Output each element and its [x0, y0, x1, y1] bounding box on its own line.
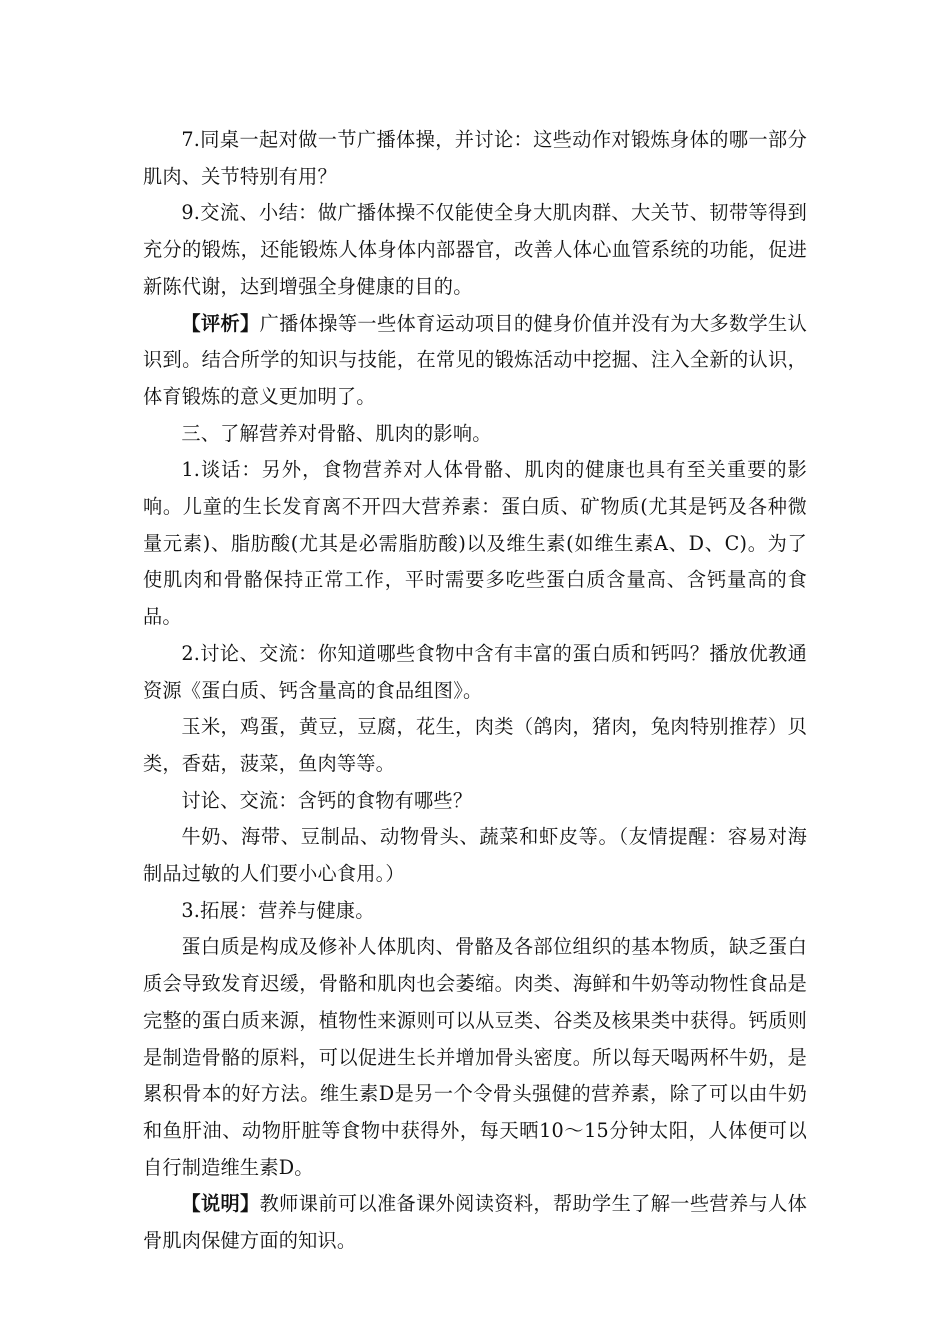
document-page [143, 122, 807, 1260]
paragraph-protein-foods [143, 709, 807, 782]
paragraph-summary [143, 195, 807, 305]
paragraph-text: 广播体操等一些体育运动项目的健身价值并没有为大多数学生认识到。结合所学的知识与技能，在常见的锻炼活动中挖掘、注入全新的认识，体育锻炼的意义更加明了。 [143, 311, 807, 408]
paragraph-text: 2.讨论、交流：你知道哪些食物中含有丰富的蛋白质和钙吗？播放优教通资源《蛋白质、钙含量高的食品组图》。 [143, 641, 807, 702]
commentary-label: 【评析】 [181, 311, 260, 335]
paragraph-text: 9.交流、小结：做广播体操不仅能使全身大肌肉群、大关节、韧带等得到充分的锻炼，还能锻炼人体身体内部器官，改善人体心血管系统的功能，促进新陈代谢，达到增强全身健康的目的。 [143, 201, 807, 298]
paragraph-extension-title [143, 893, 807, 930]
paragraph-calcium-question [143, 783, 807, 820]
paragraph-text: 三、了解营养对骨骼、肌肉的影响。 [181, 421, 492, 445]
paragraph-text: 1.谈话：另外，食物营养对人体骨骼、肌肉的健康也具有至关重要的影响。儿童的生长发育离不开四大营养素：蛋白质、矿物质(尤其是钙及各种微量元素)、脂肪酸(尤其是必需脂肪酸)以及维生素(如维生素A、D、C)。为了使肌肉和骨骼保持正常工作，平时需要多吃些蛋白质含量高、含钙量高的食品。 [143, 458, 807, 629]
paragraph-note [143, 1186, 807, 1259]
paragraph-talk [143, 452, 807, 636]
paragraph-text: 牛奶、海带、豆制品、动物骨头、蔬菜和虾皮等。（友情提醒：容易对海制品过敏的人们要小心食用。） [143, 825, 807, 886]
paragraph-text: 讨论、交流：含钙的食物有哪些？ [181, 788, 473, 812]
section-heading-nutrition [143, 416, 807, 453]
paragraph-exercise-discussion [143, 122, 807, 195]
paragraph-text: 3.拓展：营养与健康。 [181, 898, 375, 922]
paragraph-text: 玉米，鸡蛋，黄豆，豆腐，花生，肉类（鸽肉，猪肉，兔肉特别推荐）贝类，香菇，菠菜，鱼肉等等。 [143, 715, 807, 775]
paragraph-text: 7.同桌一起对做一节广播体操，并讨论：这些动作对锻炼身体的哪一部分肌肉、关节特别有用？ [143, 128, 807, 188]
paragraph-text: 教师课前可以准备课外阅读资料，帮助学生了解一些营养与人体骨肌肉保健方面的知识。 [143, 1192, 807, 1253]
note-label: 【说明】 [181, 1192, 260, 1216]
paragraph-calcium-foods [143, 819, 807, 892]
paragraph-commentary [143, 306, 807, 416]
paragraph-extension-body [143, 929, 807, 1186]
paragraph-text: 蛋白质是构成及修补人体肌肉、骨骼及各部位组织的基本物质，缺乏蛋白质会导致发育迟缓，骨骼和肌肉也会萎缩。肉类、海鲜和牛奶等动物性食品是完整的蛋白质来源，植物性来源则可以从豆类、谷类及核果类中获得。钙质则是制造骨骼的原料，可以促进生长并增加骨头密度。所以每天喝两杯牛奶，是累积骨本的好方法。维生素D是另一个令骨头强健的营养素，除了可以由牛奶和鱼肝油、动物肝脏等食物中获得外，每天晒10～15分钟太阳，人体便可以自行制造维生素D。 [143, 935, 807, 1179]
paragraph-discussion-protein [143, 636, 807, 709]
